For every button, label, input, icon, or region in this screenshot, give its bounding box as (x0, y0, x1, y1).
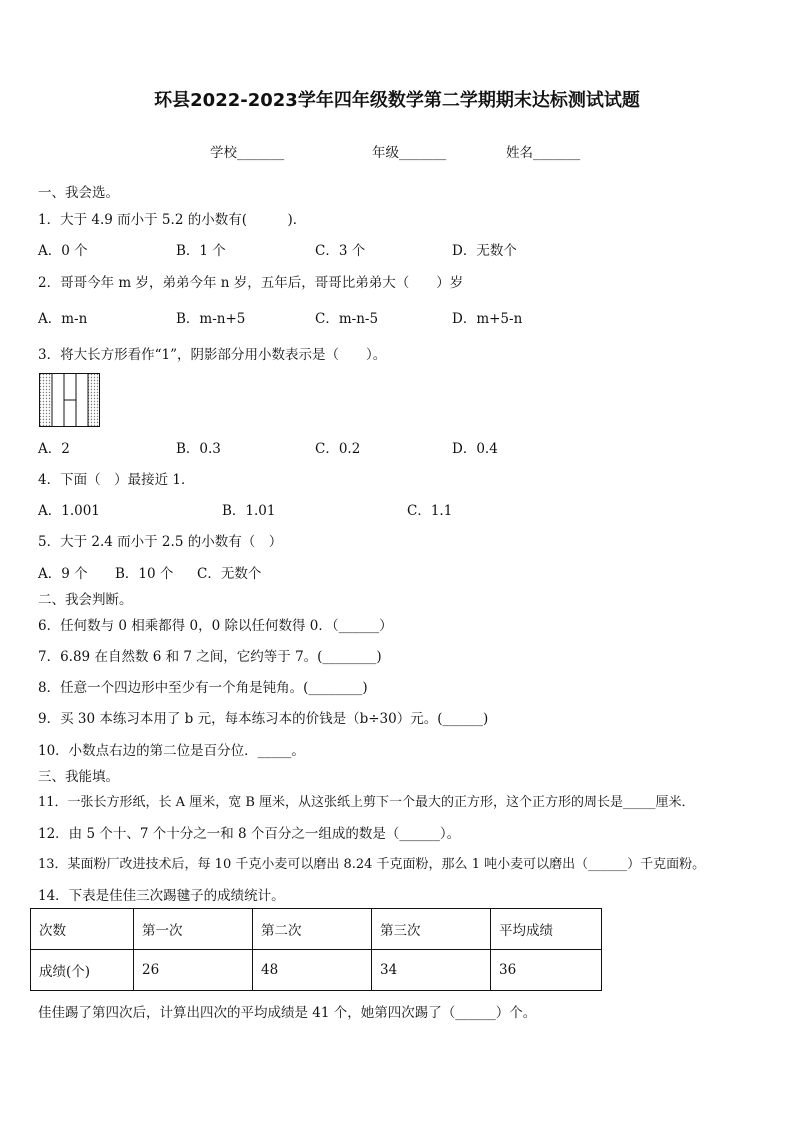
q4-option-b: B．1.01 (222, 503, 276, 519)
q3-option-c: C．0.2 (315, 441, 361, 457)
q4-option-c: C．1.1 (407, 503, 453, 519)
question-14-followup: 佳佳踢了第四次后，计算出四次的平均成绩是 41 个，她第四次踢了（______）个。 (38, 1005, 537, 1021)
question-11: 11．一张长方形纸，长 A 厘米，宽 B 厘米，从这张纸上剪下一个最大的正方形，这个正方形的周长是_____厘米． (38, 795, 695, 810)
question-14: 14．下表是佳佳三次踢毽子的成绩统计。 (38, 888, 285, 904)
question-4: 4．下面（ ）最接近 1． (38, 472, 195, 488)
school-field: 学校_______ (210, 145, 285, 161)
q1-option-a: A．0 个 (38, 243, 88, 259)
q2-option-a: A．m-n (38, 311, 88, 327)
q3-option-b: B．0.3 (176, 441, 221, 457)
section-heading-judge: 二、我会判断。 (38, 592, 133, 608)
table-cell: 第三次 (372, 909, 491, 950)
q3-option-a: A．2 (38, 441, 70, 457)
q2-option-d: D．m+5-n (452, 311, 523, 327)
q3-option-d: D．0.4 (452, 441, 498, 457)
q1-option-b: B．1 个 (176, 243, 226, 259)
q5-option-c: C．无数个 (197, 566, 262, 582)
question-7: 7．6.89 在自然数 6 和 7 之间，它约等于 7。(________) (38, 649, 382, 665)
grade-field: 年级_______ (372, 145, 447, 161)
q1-option-c: C．3 个 (315, 243, 366, 259)
q1-option-d: D．无数个 (452, 243, 517, 259)
question-8: 8．任意一个四边形中至少有一个角是钝角。(________) (38, 680, 368, 696)
table-cell: 34 (372, 950, 491, 991)
table-cell: 26 (134, 950, 253, 991)
table-cell: 第二次 (253, 909, 372, 950)
question-9: 9．买 30 本练习本用了 b 元，每本练习本的价钱是（b÷30）元。(______) (38, 711, 489, 727)
table-cell: 第一次 (134, 909, 253, 950)
question-1: 1．大于 4.9 而小于 5.2 的小数有( )． (38, 212, 307, 228)
table-cell: 平均成绩 (491, 909, 602, 950)
question-13: 13．某面粉厂改进技术后，每 10 千克小麦可以磨出 8.24 千克面粉，那么 1 吨小麦可以磨出（______）千克面粉。 (38, 857, 706, 872)
q4-option-a: A．1.001 (38, 503, 100, 519)
table-cell: 成绩(个) (31, 950, 134, 991)
q5-option-b: B．10 个 (115, 566, 174, 582)
shaded-strip-right (88, 374, 99, 426)
score-table (30, 908, 602, 991)
question-12: 12．由 5 个十、7 个十分之一和 8 个百分之一组成的数是（______）。 (38, 826, 461, 842)
question-6: 6．任何数与 0 相乘都得 0，0 除以任何数得 0．（______） (38, 618, 393, 634)
table-row (31, 950, 602, 991)
table-cell: 36 (491, 950, 602, 991)
question-2: 2．哥哥今年 m 岁，弟弟今年 n 岁，五年后，哥哥比弟弟大（ ）岁 (38, 275, 464, 291)
q5-option-a: A．9 个 (38, 566, 88, 582)
name-field: 姓名_______ (506, 145, 581, 161)
table-cell: 48 (253, 950, 372, 991)
page-title: 环县2022-2023学年四年级数学第二学期期末达标测试试题 (154, 90, 640, 111)
section-heading-fill: 三、我能填。 (38, 769, 119, 785)
question-5: 5．大于 2.4 而小于 2.5 的小数有（ ） (38, 534, 283, 550)
section-heading-choice: 一、我会选。 (38, 185, 119, 201)
table-cell: 次数 (31, 909, 134, 950)
q2-option-b: B．m-n+5 (176, 311, 246, 327)
rectangle-figure (39, 373, 100, 427)
q2-option-c: C．m-n-5 (315, 311, 379, 327)
shaded-strip-left (40, 374, 52, 426)
question-10: 10．小数点右边的第二位是百分位．_____。 (38, 743, 305, 759)
question-3: 3．将大长方形看作“1”，阴影部分用小数表示是（ ）。 (38, 347, 387, 363)
table-row (31, 909, 602, 950)
